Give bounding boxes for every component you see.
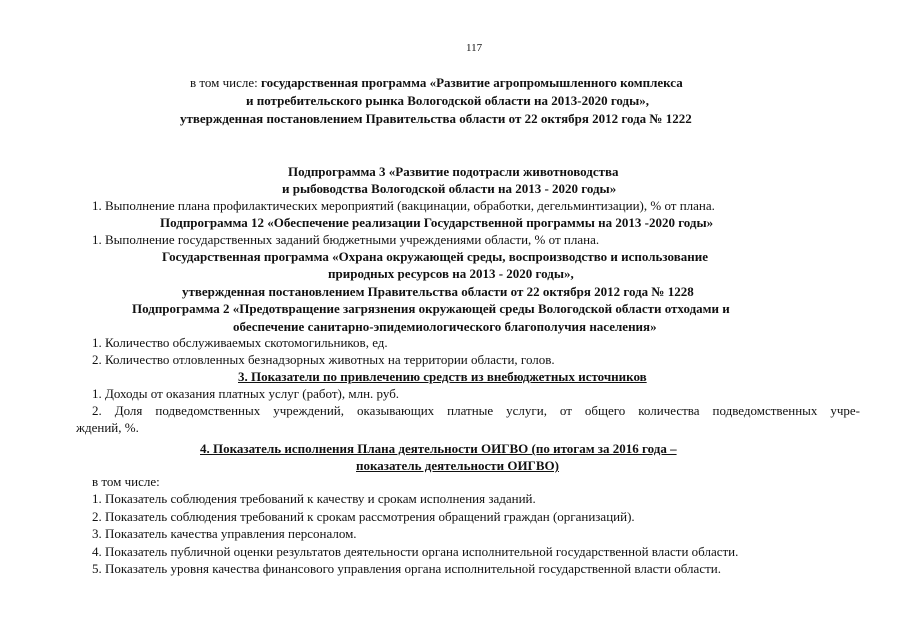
section3-item-2-line-2: ждений, %. bbox=[76, 420, 139, 435]
section4-item-2: 2. Показатель соблюдения требований к срокам рассмотрения обращений граждан (организаций). bbox=[92, 509, 635, 524]
section4-heading-2: показатель деятельности ОИГВО) bbox=[356, 458, 559, 473]
header-line-1 bbox=[190, 75, 683, 91]
section3-item-2-line-1: 2. Доля подведомственных учреждений, оказывающих платные услуги, от общего количества подведомственных учре- bbox=[92, 403, 860, 418]
section4-item-4: 4. Показатель публичной оценки результатов деятельности органа исполнительной государственной власти области. bbox=[92, 544, 739, 559]
subprogram12-title: Подпрограмма 12 «Обеспечение реализации Государственной программы на 2013 -2020 годы» bbox=[160, 215, 714, 230]
section3-item-1: 1. Доходы от оказания платных услуг (работ), млн. руб. bbox=[92, 386, 400, 401]
header-program-title: государственная программа «Развитие агропромышленного комплекса bbox=[261, 75, 683, 90]
subprogram12-item-1: 1. Выполнение государственных заданий бюджетными учреждениями области, % от плана. bbox=[92, 232, 600, 247]
subprogram2-item-2: 2. Количество отловленных безнадзорных животных на территории области, голов. bbox=[92, 352, 555, 367]
subprogram3-title-1: Подпрограмма 3 «Развитие подотрасли животноводства bbox=[288, 164, 619, 179]
subprogram3-title-2: и рыбоводства Вологодской области на 2013 - 2020 годы» bbox=[282, 181, 617, 196]
env-program-title-2: природных ресурсов на 2013 - 2020 годы», bbox=[328, 266, 574, 281]
section4-item-3: 3. Показатель качества управления персоналом. bbox=[92, 526, 357, 541]
header-line-3: утвержденная постановлением Правительства области от 22 октября 2012 года № 1222 bbox=[180, 111, 692, 126]
subprogram3-item-1: 1. Выполнение плана профилактических мероприятий (вакцинации, обработки, дегельминтизации), % от плана. bbox=[92, 198, 715, 213]
section4-item-1: 1. Показатель соблюдения требований к качеству и срокам исполнения заданий. bbox=[92, 491, 536, 506]
header-line-2: и потребительского рынка Вологодской области на 2013-2020 годы», bbox=[246, 93, 650, 108]
section3-heading: 3. Показатели по привлечению средств из внебюджетных источников bbox=[238, 369, 647, 384]
subprogram2-item-1: 1. Количество обслуживаемых скотомогильников, ед. bbox=[92, 335, 388, 350]
section4-item-5: 5. Показатель уровня качества финансового управления органа исполнительной государственной власти области. bbox=[92, 561, 721, 576]
subprogram2-title-1: Подпрограмма 2 «Предотвращение загрязнения окружающей среды Вологодской области отходами и bbox=[132, 301, 730, 316]
env-program-title-3: утвержденная постановлением Правительства области от 22 октября 2012 года № 1228 bbox=[182, 284, 694, 299]
header-prefix: в том числе: bbox=[190, 75, 262, 90]
env-program-title-1: Государственная программа «Охрана окружающей среды, воспроизводство и использование bbox=[162, 249, 708, 264]
section4-heading-1: 4. Показатель исполнения Плана деятельности ОИГВО (по итогам за 2016 года – bbox=[200, 441, 677, 456]
page-number: 117 bbox=[466, 42, 483, 54]
subprogram2-title-2: обеспечение санитарно-эпидемиологического благополучия населения» bbox=[233, 319, 657, 334]
section4-intro: в том числе: bbox=[92, 474, 160, 489]
